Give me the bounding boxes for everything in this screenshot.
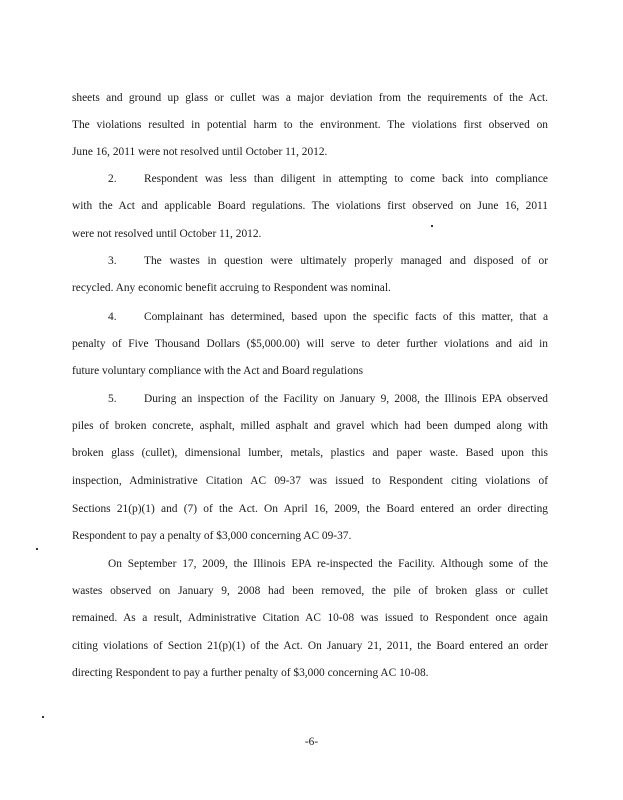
paragraph-line: inspection, Administrative Citation AC 09-37 was issued to Respondent citing violations of <box>72 475 548 487</box>
paragraph-line: Respondent to pay a penalty of $3,000 concerning AC 09-37. <box>72 530 352 542</box>
paragraph-line: citing violations of Section 21(p)(1) of the Act. On January 21, 2011, the Board entered an order <box>72 640 548 652</box>
paragraph-line: broken glass (cullet), dimensional lumber, metals, plastics and paper waste. Based upon this <box>72 447 548 459</box>
paragraph-line: recycled. Any economic benefit accruing to Respondent was nominal. <box>72 282 391 294</box>
paragraph-line: The wastes in question were ultimately properly managed and disposed of or <box>144 255 548 267</box>
paragraph-line: future voluntary compliance with the Act and Board regulations <box>72 365 364 377</box>
paragraph-line: Complainant has determined, based upon the specific facts of this matter, that a <box>144 311 548 323</box>
paragraph-line: sheets and ground up glass or cullet was a major deviation from the requirements of the Act. <box>72 92 548 104</box>
paragraph-line: During an inspection of the Facility on January 9, 2008, the Illinois EPA observed <box>144 393 548 405</box>
paragraph-line: remained. As a result, Administrative Citation AC 10-08 was issued to Respondent once again <box>72 612 548 624</box>
scan-speck <box>42 716 44 718</box>
paragraph-line: piles of broken concrete, asphalt, milled asphalt and gravel which had been dumped along with <box>72 420 548 432</box>
scan-speck <box>36 548 38 550</box>
paragraph-line: The violations resulted in potential harm to the environment. The violations first observed on <box>72 119 548 131</box>
scan-speck <box>431 225 433 227</box>
paragraph-line: Sections 21(p)(1) and (7) of the Act. On April 16, 2009, the Board entered an order directing <box>72 503 548 515</box>
paragraph-line: penalty of Five Thousand Dollars ($5,000.00) will serve to deter further violations and aid in <box>72 338 548 350</box>
paragraph-line: directing Respondent to pay a further penalty of $3,000 concerning AC 10-08. <box>72 667 429 679</box>
paragraph-line: On September 17, 2009, the Illinois EPA re-inspected the Facility. Although some of the <box>108 558 548 570</box>
paragraph-number: 2. <box>108 173 117 185</box>
paragraph-line: with the Act and applicable Board regulations. The violations first observed on June 16, 2011 <box>72 200 548 212</box>
page-number: -6- <box>304 736 319 748</box>
paragraph-line: wastes observed on January 9, 2008 had been removed, the pile of broken glass or cullet <box>72 585 548 597</box>
paragraph-line: June 16, 2011 were not resolved until October 11, 2012. <box>72 146 328 158</box>
paragraph-number: 5. <box>108 393 117 405</box>
paragraph-number: 4. <box>108 311 117 323</box>
paragraph-number: 3. <box>108 255 117 267</box>
paragraph-line: Respondent was less than diligent in attempting to come back into compliance <box>144 173 548 185</box>
paragraph-line: were not resolved until October 11, 2012. <box>72 228 262 240</box>
